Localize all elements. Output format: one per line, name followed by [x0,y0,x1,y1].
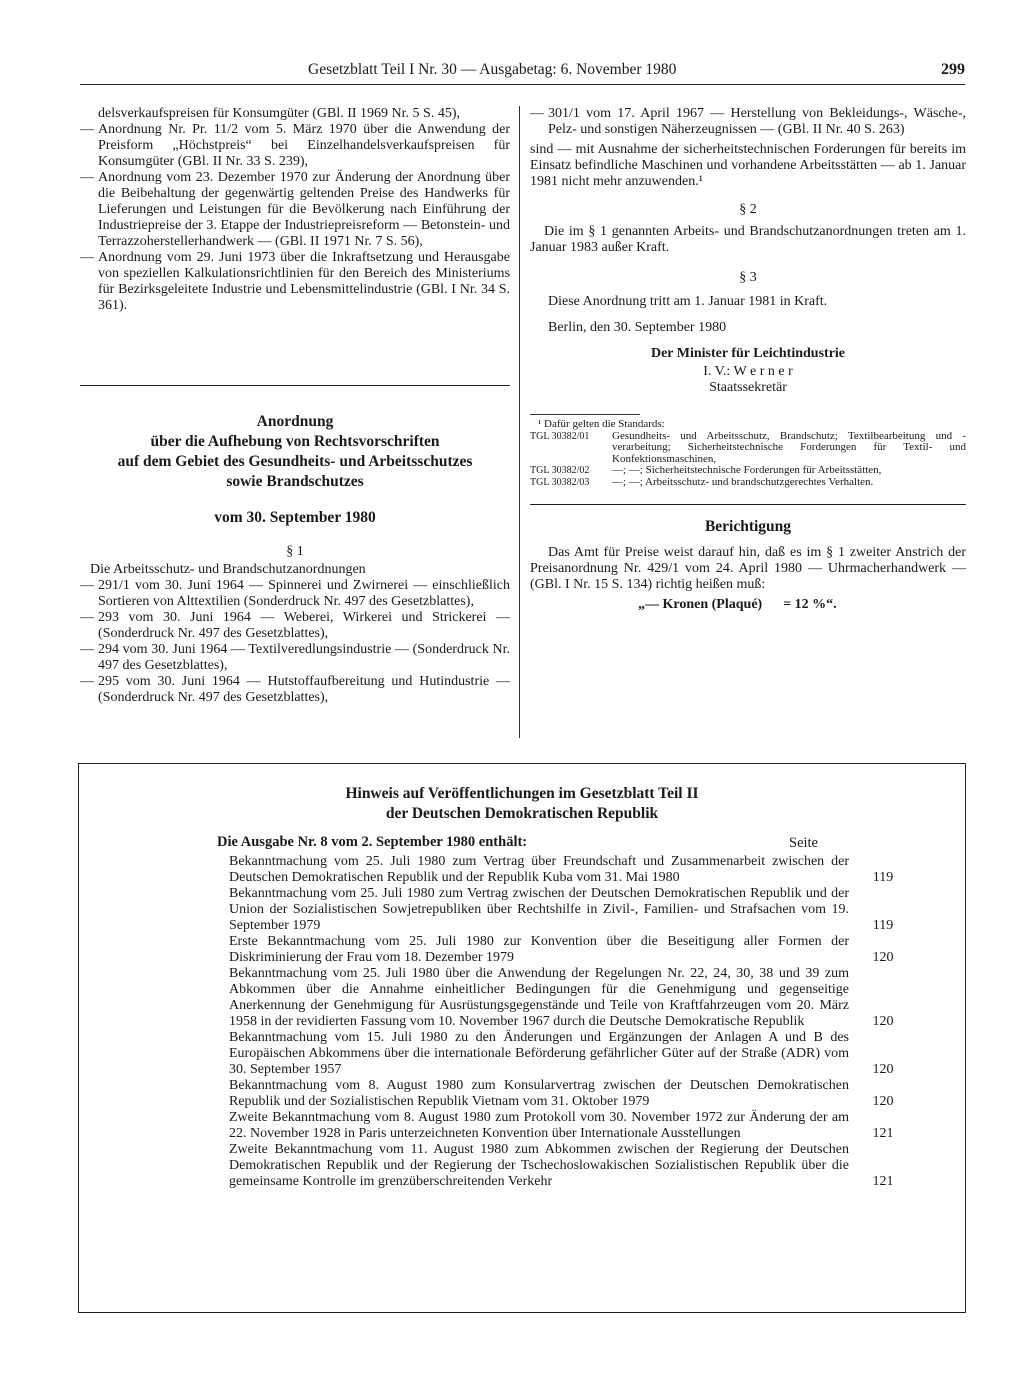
section-text: Die im § 1 genannten Arbeits- und Brandschutzanordnungen treten am 1. Januar 1983 außer Kraft. [530,224,966,255]
list-item: — Anordnung Nr. Pr. 11/2 vom 5. März 1970 über die Anwendung der Preisform „Höchstpreis“ bei Einzelhandelsverkaufspreisen für Konsumgüter (GBl. II Nr. 33 S. 239), [80,122,510,169]
footnote-code: TGL 30382/03 [530,476,590,488]
footnote-rule [530,414,640,415]
entry-page: 120 [872,1014,894,1029]
entry-text: Bekanntmachung vom 8. August 1980 zum Konsularvertrag zwischen der Deutschen Demokratischen Republik und der Sozialistischen Republik Vietnam vom 31. Oktober 1979 [229,1078,849,1109]
entry-text: Zweite Bekanntmachung vom 11. August 1980 zum Abkommen zwischen der Regierung der Deutschen Demokratischen Republik und der Regierung der Tschechoslowakischen Sozialistischen Republik über die gemeinsame Kontrolle im grenzüberschreitenden Verkehr [229,1142,849,1189]
section-text: Diese Anordnung tritt am 1. Januar 1981 in Kraft. [548,294,828,309]
footnote-text: Gesundheits- und Arbeitsschutz, Brandschutz; Textilbearbeitung und -verarbeitung; Sicherheitstechnische Forderungen für Textil- und Konfektionsmaschinen, [612,429,966,465]
footnote [530,419,966,488]
list-item [229,1078,919,1110]
page-header [80,62,965,82]
section-divider [530,504,966,505]
place-date: Berlin, den 30. September 1980 [548,320,727,335]
list-item: — 291/1 vom 30. Juni 1964 — Spinnerei und Zwirnerei — einschließlich Sortieren von Alttextilien (Sonderdruck Nr. 497 des Gesetzblattes), [80,578,510,609]
section-heading: § 3 [739,270,757,285]
header-title: Gesetzblatt Teil I Nr. 30 — Ausgabetag: 6. November 1980 [308,61,677,78]
ordinance-block [80,412,510,706]
list-item: — 295 vom 30. Juni 1964 — Hutstoffaufbereitung und Hutindustrie — (Sonderdruck Nr. 497 des Gesetzblattes), [80,674,510,705]
section-tail: sind — mit Ausnahme der sicherheitstechnischen Forderungen für bereits im Einsatz befindliche Maschinen und vorhandene Arbeitsstätten — ab 1. Januar 1981 nicht mehr anzuwenden.¹ [530,142,966,189]
entry-page: 120 [872,950,894,965]
signatory-title: Der Minister für Leichtindustrie [650,346,846,361]
entry-page: 121 [872,1126,894,1141]
notice-box [78,763,966,1313]
entry-page: 119 [872,870,894,885]
footnote-text: —; —; Sicherheitstechnische Forderungen für Arbeitsstätten, [612,464,882,476]
list-item [229,1030,919,1078]
correction-title: Berichtigung [704,518,792,535]
footnote-text: —; —; Arbeitsschutz- und brandschutzgerechtes Verhalten. [612,475,874,488]
page-column-label: Seite [789,835,818,851]
list-item [229,854,919,886]
footnote-row [530,431,966,466]
footnote-intro: ¹ Dafür gelten die Standards: [538,418,665,430]
correction-text: Das Amt für Preise weist darauf hin, daß es im § 1 zweiter Anstrich der Preisanordnung Nr. 429/1 vom 24. April 1980 — Uhrmacherhandwerk — (GBl. I Nr. 15 S. 134) richtig heißen muß: [530,545,966,592]
ordinance-title-line: auf dem Gebiet des Gesundheits- und Arbeitsschutzes [117,453,473,470]
signatory-name: I. V.: W e r n e r [703,364,793,379]
publication-list [229,854,919,1190]
right-column [530,106,966,613]
entry-page: 120 [872,1094,894,1109]
entry-text: Zweite Bekanntmachung vom 8. August 1980 zum Protokoll vom 30. November 1972 zur Änderung der am 22. November 1928 in Paris unterzeichneten Konvention über Internationale Ausstellungen [229,1110,849,1141]
footnote-code: TGL 30382/01 [530,430,590,442]
list-item: — 294 vom 30. Juni 1964 — Textilveredlungsindustrie — (Sonderdruck Nr. 497 des Gesetzblattes), [80,642,510,673]
page-number: 299 [941,61,965,78]
entry-text: Bekanntmachung vom 25. Juli 1980 über die Anwendung der Regelungen Nr. 22, 24, 30, 38 und 39 zum Abkommen über die Annahme einheitlicher Bedingungen für die Genehmigung und gegenseitige Anerkennung der Genehmigung für Ausrüstungsgegenstände und Teile von Kraftfahrzeugen vom 20. März 1958 in der revidierten Fassung vom 10. November 1967 durch die Deutsche Demokratische Republik [229,966,849,1029]
column-divider [519,106,520,738]
ordinance-title-line: sowie Brandschutzes [226,473,364,490]
section-heading: § 2 [739,202,757,217]
ordinance-date: vom 30. September 1980 [214,509,376,526]
entry-page: 120 [872,1062,894,1077]
entry-text: Bekanntmachung vom 25. Juli 1980 zum Vertrag über Freundschaft und Zusammenarbeit zwischen der Deutschen Demokratischen Republik und der Republik Kuba vom 31. Mai 1980 [229,854,849,885]
signatory-role: Staatssekretär [709,380,787,395]
ordinance-title-line: Anordnung [256,413,334,430]
ordinance-title-line: über die Aufhebung von Rechtsvorschriften [150,433,440,450]
entry-text: Erste Bekanntmachung vom 25. Juli 1980 zur Konvention über die Beseitigung aller Formen der Diskriminierung der Frau vom 18. Dezember 1979 [229,934,849,965]
list-item: — 293 vom 30. Juni 1964 — Weberei, Wirkerei und Strickerei — (Sonderdruck Nr. 497 des Gesetzblattes), [80,610,510,641]
footnote-row [530,477,966,489]
continuation-text: delsverkaufspreisen für Konsumgüter (GBl. II 1969 Nr. 5 S. 45), [98,106,460,121]
entry-text: Bekanntmachung vom 25. Juli 1980 zum Vertrag zwischen der Deutschen Demokratischen Republik und der Union der Sozialistischen Sowjetrepubliken über Rechtshilfe in Zivil-, Familien- und Strafsachen vom 19. September 1979 [229,886,849,933]
issue-line: Die Ausgabe Nr. 8 vom 2. September 1980 enthält: [217,834,528,850]
entry-page: 119 [872,918,894,933]
list-item [229,966,919,1030]
left-column [80,106,510,314]
section-intro: Die Arbeitsschutz- und Brandschutzanordnungen [90,562,366,577]
notice-title [79,784,965,824]
entry-text: Bekanntmachung vom 15. Juli 1980 zu den Änderungen und Ergänzungen der Anlagen A und B des Europäischen Abkommens über die internationale Beförderung gefährlicher Güter auf der Straße (ADR) vom 30. September 1957 [229,1030,849,1077]
list-item: — 301/1 vom 17. April 1967 — Herstellung von Bekleidungs-, Wäsche-, Pelz- und sonstigen Näherzeugnissen — (GBl. II Nr. 40 S. 263) [530,106,966,137]
footnote-code: TGL 30382/02 [530,465,590,476]
entry-page: 121 [872,1174,894,1189]
section-divider [80,385,510,386]
correction-quote: „— Kronen (Plaqué) = 12 %“. [638,597,837,612]
list-item: — Anordnung vom 29. Juni 1973 über die Inkraftsetzung und Herausgabe von speziellen Kalkulationsrichtlinien für den Bereich des Ministeriums für Bezirksgeleitete Industrie und Lebensmittelindustrie (GBl. I Nr. 34 S. 361). [80,250,510,313]
notice-title-line: Hinweis auf Veröffentlichungen im Gesetzblatt Teil II [345,785,699,802]
notice-title-line: der Deutschen Demokratischen Republik [385,805,659,822]
list-item: — Anordnung vom 23. Dezember 1970 zur Änderung der Anordnung über die Beibehaltung der gegenwärtig geltenden Preise des Handwerks für Lieferungen und Leistungen für die Bevölkerung nach Einführung der Industriepreise der 3. Etappe der Industriepreisreform — Betonstein- und Terrazzoherstellerhandwerk — (GBl. II 1971 Nr. 7 S. 56), [80,170,510,249]
list-item [229,1142,919,1190]
section-heading: § 1 [286,544,304,559]
list-item [229,886,919,934]
footnote-row [530,465,966,477]
list-item [229,1110,919,1142]
list-item [229,934,919,966]
header-rule [80,84,965,85]
